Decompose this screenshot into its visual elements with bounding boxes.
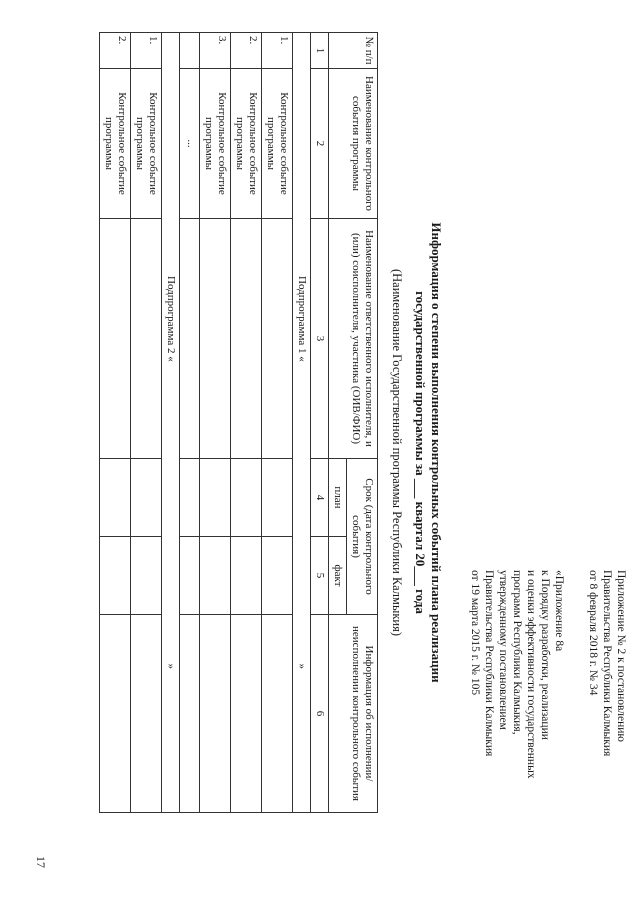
column-number-row (311, 33, 329, 813)
row-event: ... (180, 69, 200, 219)
page-number: 17 (34, 856, 48, 868)
row-executor (180, 219, 200, 459)
row-event: Контрольное событие программы (231, 69, 262, 219)
header-fact: факт (329, 537, 347, 615)
table-row (131, 33, 162, 813)
subprogram-2-cell (162, 33, 180, 813)
appendix-line: утвержденному постановлением (497, 570, 509, 730)
row-plan (180, 459, 200, 537)
top-notice-line: Приложение № 2 к постановлению (615, 570, 627, 743)
top-notice (586, 570, 628, 756)
col-number: 5 (311, 537, 329, 615)
document-title (412, 0, 444, 905)
row-fact (200, 537, 231, 615)
row-executor (200, 219, 231, 459)
row-fact (180, 537, 200, 615)
appendix-line: Правительства Республики Калмыкия (483, 570, 495, 757)
appendix-line: и оценки эффективности государственных (525, 570, 537, 779)
col-number: 2 (311, 69, 329, 219)
title-line-1: Информация о степени выполнения контрольных событий плана реализации (429, 222, 444, 683)
subprogram-2-close: » (165, 663, 177, 669)
table-row (180, 33, 200, 813)
row-fact (100, 537, 131, 615)
row-num (180, 33, 200, 69)
col-number: 1 (311, 33, 329, 69)
row-info (262, 615, 293, 813)
row-executor (262, 219, 293, 459)
row-num: 3. (200, 33, 231, 69)
header-executor: Наименование ответственного исполнителя, и (или) соисполнителя, участника (ОИВ/ФИО) (329, 219, 378, 459)
appendix-block (468, 570, 566, 779)
header-info: Информация об исполнении/неисполнении контрольного события (329, 615, 378, 813)
row-plan (131, 459, 162, 537)
row-num: 2. (100, 33, 131, 69)
control-events-table (99, 32, 378, 813)
subprogram-row (162, 33, 180, 813)
table-row (200, 33, 231, 813)
row-executor (231, 219, 262, 459)
subprogram-1-cell (293, 33, 311, 813)
row-plan (231, 459, 262, 537)
row-fact (231, 537, 262, 615)
appendix-line: «Приложение 8а (553, 570, 565, 652)
col-number: 4 (311, 459, 329, 537)
subprogram-row (293, 33, 311, 813)
row-info (180, 615, 200, 813)
row-plan (200, 459, 231, 537)
appendix-line: программ Республики Калмыкия, (511, 570, 523, 735)
subprogram-1-label: Подпрограмма 1 « (296, 276, 308, 362)
row-executor (131, 219, 162, 459)
header-plan: план (329, 459, 347, 537)
table-header-row (347, 33, 378, 813)
row-event: Контрольное событие программы (200, 69, 231, 219)
col-number: 3 (311, 219, 329, 459)
appendix-line: от 19 марта 2015 г. № 105 (469, 570, 481, 696)
top-notice-line: от 8 февраля 2018 г. № 34 (587, 570, 599, 696)
header-deadline: Срок (дата контрольного события) (347, 459, 378, 615)
title-line-2: государственной программы за ___ квартал 20___ года (413, 291, 428, 614)
row-info (231, 615, 262, 813)
row-info (100, 615, 131, 813)
header-event: Наименование контрольного события программы (329, 69, 378, 219)
row-info (200, 615, 231, 813)
table-row (100, 33, 131, 813)
row-event: Контрольное событие программы (131, 69, 162, 219)
top-notice-line: Правительства Республики Калмыкия (601, 570, 613, 757)
row-num: 1. (131, 33, 162, 69)
row-fact (131, 537, 162, 615)
row-plan (100, 459, 131, 537)
row-num: 2. (231, 33, 262, 69)
header-num: № п/п (329, 33, 378, 69)
appendix-line: к Порядку разработки, реализации (539, 570, 551, 740)
row-event: Контрольное событие программы (100, 69, 131, 219)
table-row (262, 33, 293, 813)
row-fact (262, 537, 293, 615)
table-row (231, 33, 262, 813)
subprogram-1-close: » (296, 663, 308, 669)
subprogram-2-label: Подпрограмма 2 « (165, 276, 177, 362)
program-name-caption: (Наименование Государственной программы Республики Калмыкия) (390, 268, 404, 637)
row-plan (262, 459, 293, 537)
row-info (131, 615, 162, 813)
row-num: 1. (262, 33, 293, 69)
row-event: Контрольное событие программы (262, 69, 293, 219)
row-executor (100, 219, 131, 459)
col-number: 6 (311, 615, 329, 813)
